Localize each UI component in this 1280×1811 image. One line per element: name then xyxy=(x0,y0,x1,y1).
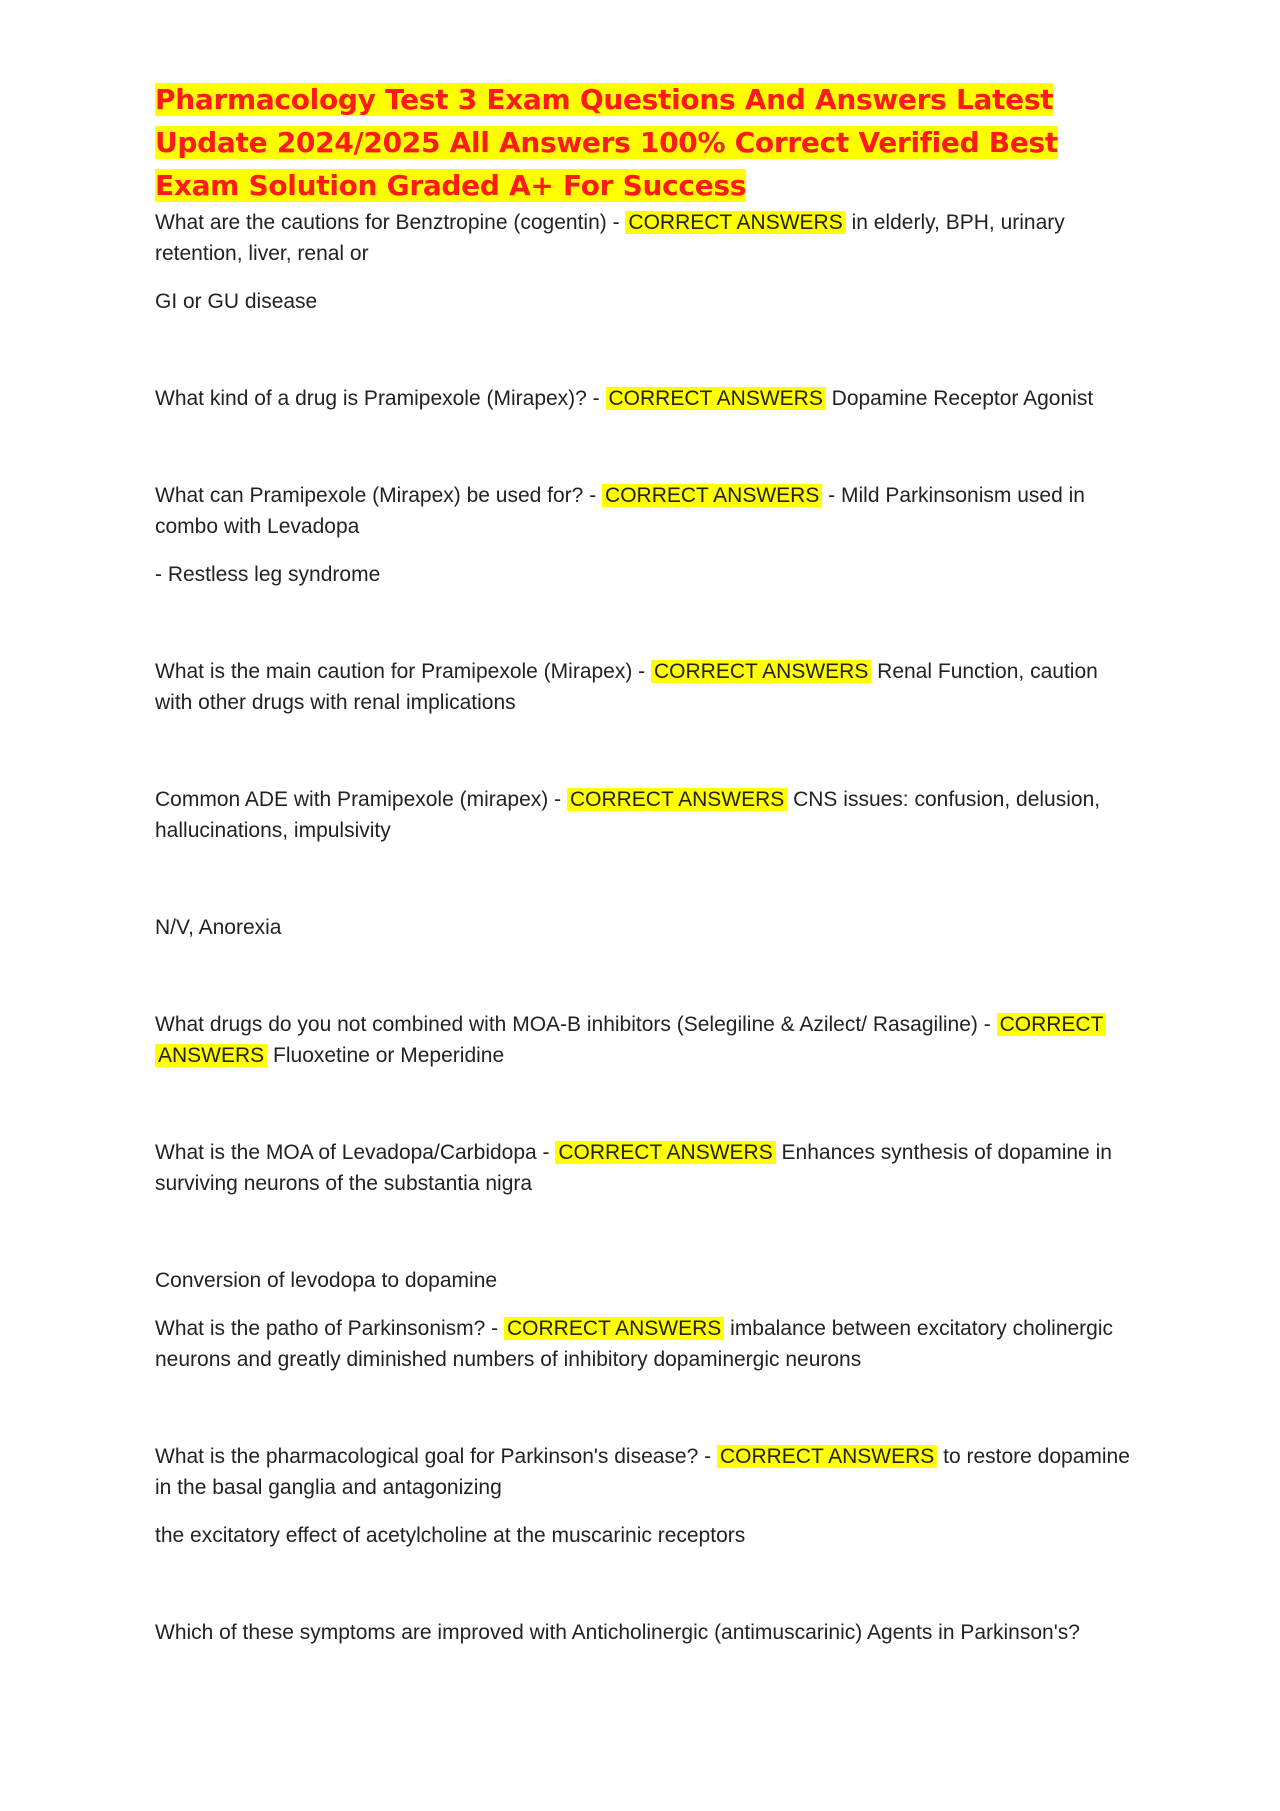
correct-answers-badge: CORRECT ANSWERS xyxy=(651,660,871,683)
answer-text: Enhances synthesis of dopamine in surviving neurons of the substantia nigra xyxy=(155,1141,1112,1195)
question-text: What are the cautions for Benztropine (cogentin) - xyxy=(155,211,626,234)
answer-continuation: N/V, Anorexia xyxy=(155,916,282,939)
answer-text: Fluoxetine or Meperidine xyxy=(267,1044,505,1067)
question-text: What drugs do you not combined with MOA-B inhibitors (Selegiline & Azilect/ Rasagiline) - xyxy=(155,1013,997,1036)
qa-item xyxy=(155,1009,1135,1071)
qa-item xyxy=(155,480,1135,542)
correct-answers-badge: CORRECT ANSWERS xyxy=(567,788,787,811)
answer-continuation: - Restless leg syndrome xyxy=(155,563,381,586)
question-text: Common ADE with Pramipexole (mirapex) - xyxy=(155,788,567,811)
answer-text: in elderly, BPH, urinary retention, liver, renal or xyxy=(155,211,1065,265)
question-text: What can Pramipexole (Mirapex) be used for? - xyxy=(155,484,603,507)
qa-item xyxy=(155,1313,1135,1375)
answer-text: Renal Function, caution with other drugs with renal implications xyxy=(155,660,1098,714)
answer-text: to restore dopamine in the basal ganglia and antagonizing xyxy=(155,1445,1130,1499)
question-text: Which of these symptoms are improved with Anticholinergic (antimuscarinic) Agents in Parkinson's? xyxy=(155,1621,1080,1644)
qa-item xyxy=(155,383,1135,414)
qa-item xyxy=(155,656,1135,718)
question-text: What is the main caution for Pramipexole (Mirapex) - xyxy=(155,660,652,683)
question-text: What kind of a drug is Pramipexole (Mirapex)? - xyxy=(155,387,606,410)
answer-text: CNS issues: confusion, delusion, hallucinations, impulsivity xyxy=(155,788,1101,842)
qa-item xyxy=(155,1137,1135,1199)
answer-continuation: the excitatory effect of acetylcholine at the muscarinic receptors xyxy=(155,1524,746,1547)
document-title xyxy=(155,78,1135,207)
question-text: What is the patho of Parkinsonism? - xyxy=(155,1317,504,1340)
question-text: What is the MOA of Levadopa/Carbidopa - xyxy=(155,1141,556,1164)
answer-text: - Mild Parkinsonism used in combo with Levadopa xyxy=(155,484,1085,538)
correct-answers-badge: CORRECT ANSWERS xyxy=(504,1317,724,1340)
correct-answers-badge: CORRECT ANSWERS xyxy=(555,1141,775,1164)
answer-text: Dopamine Receptor Agonist xyxy=(825,387,1094,410)
answer-continuation: GI or GU disease xyxy=(155,290,318,313)
answer-continuation: Conversion of levodopa to dopamine xyxy=(155,1269,498,1292)
correct-answers-badge: CORRECT ANSWERS xyxy=(602,484,822,507)
qa-item xyxy=(155,1441,1135,1503)
correct-answers-badge: CORRECT ANSWERS xyxy=(625,211,845,234)
qa-item xyxy=(155,207,1135,269)
qa-item xyxy=(155,784,1135,846)
answer-text: imbalance between excitatory cholinergic neurons and greatly diminished numbers of inhibitory dopaminergic neurons xyxy=(155,1317,1114,1371)
correct-answers-badge: CORRECT ANSWERS xyxy=(606,387,826,410)
correct-answers-badge: CORRECT ANSWERS xyxy=(155,1013,1106,1067)
document-title-text: Pharmacology Test 3 Exam Questions And Answers Latest Update 2024/2025 All Answers 100% Correct Verified Best Exam Solution Graded A+ For Success xyxy=(155,83,1058,202)
question-text: What is the pharmacological goal for Parkinson's disease? - xyxy=(155,1445,717,1468)
correct-answers-badge: CORRECT ANSWERS xyxy=(717,1445,937,1468)
qa-item xyxy=(155,1617,1135,1648)
document-page xyxy=(155,78,1135,1648)
